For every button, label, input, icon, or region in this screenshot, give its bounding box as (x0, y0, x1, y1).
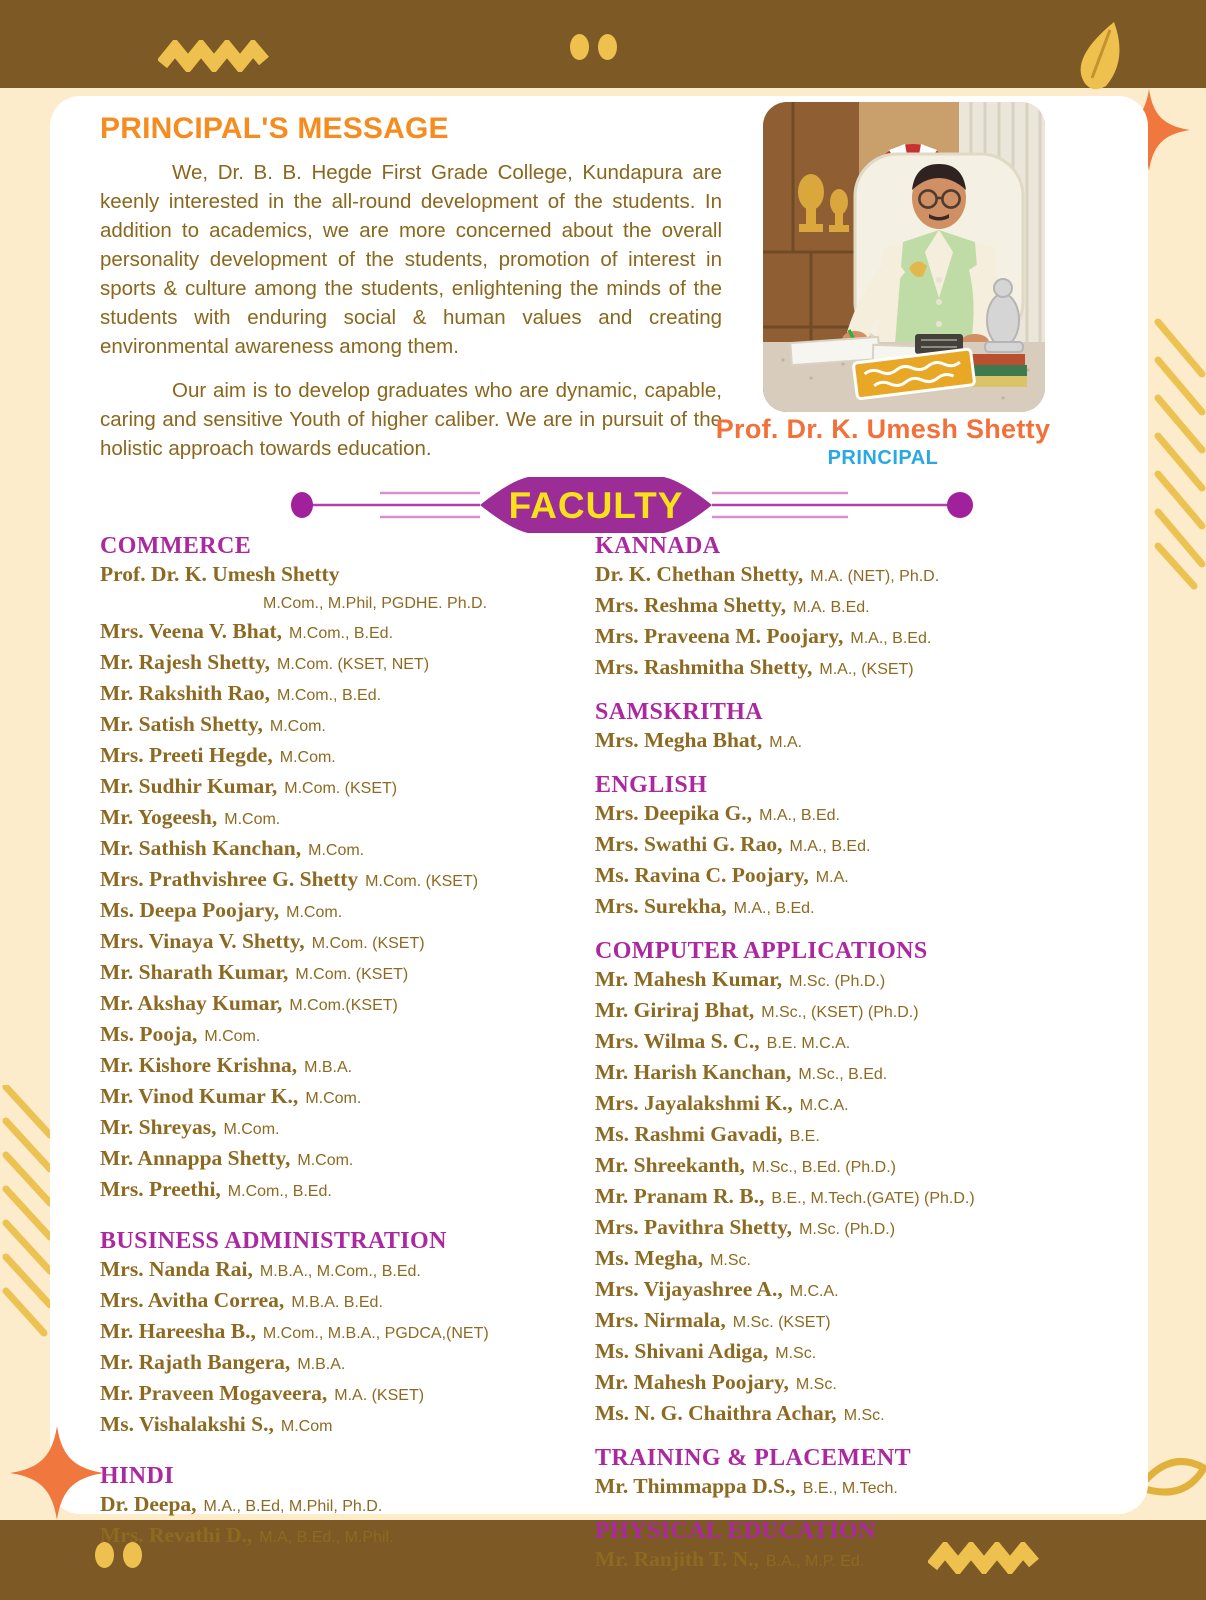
faculty-member-name: Mr. Rajesh Shetty, (100, 650, 271, 674)
faculty-member-name: Mrs. Revathi D., (100, 1523, 253, 1547)
faculty-member (595, 1058, 1140, 1089)
faculty-member-name: Mrs. Prathvishree G. Shetty (100, 867, 359, 891)
faculty-member-name: Mr. Satish Shetty, (100, 712, 263, 736)
faculty-member-name: Ms. Shivani Adiga, (595, 1339, 769, 1363)
faculty-member-quals: B.E., M.Tech. (802, 1480, 898, 1497)
faculty-member-name: Mr. Vinod Kumar K., (100, 1084, 299, 1108)
faculty-member-quals: M.A., B.Ed. (850, 630, 932, 647)
faculty-member-name: Dr. Deepa, (100, 1492, 197, 1516)
faculty-member-name: Mr. Rakshith Rao, (100, 681, 271, 705)
faculty-member (595, 996, 1140, 1027)
faculty-member (595, 1399, 1140, 1430)
faculty-member (100, 1410, 584, 1441)
faculty-member-name: Prof. Dr. K. Umesh Shetty (100, 562, 340, 586)
faculty-member (100, 1521, 584, 1552)
faculty-member (100, 1317, 584, 1348)
faculty-member-quals: M.Sc. (KSET) (732, 1314, 831, 1331)
faculty-member-quals: M.Sc. (710, 1252, 751, 1269)
message-paragraph: Our aim is to develop graduates who are dynamic, capable, caring and sensitive Youth of higher caliber. We are in pursuit of the holistic approach towards education. (100, 379, 722, 460)
faculty-member (100, 1175, 584, 1206)
faculty-member-quals: M.Com. (224, 811, 281, 828)
faculty-member (100, 803, 584, 834)
faculty-member-name: Mrs. Avitha Correa, (100, 1288, 285, 1312)
faculty-member-quals: M.Sc. (843, 1407, 885, 1424)
faculty-member-name: Mrs. Rashmitha Shetty, (595, 655, 813, 679)
sparkle-icon (10, 1426, 104, 1520)
department-title: BUSINESS ADMINISTRATION (100, 1228, 447, 1254)
faculty-member (100, 679, 584, 710)
faculty-member-name: Mr. Yogeesh, (100, 805, 218, 829)
faculty-member (100, 560, 584, 591)
faculty-member (595, 622, 1140, 653)
faculty-member-quals: M.Com., M.Phil, PGDHE. Ph.D. (263, 595, 488, 612)
faculty-member-name: Ms. Ravina C. Poojary, (595, 863, 809, 887)
faculty-member-quals: M.A. (769, 734, 803, 751)
faculty-member-quals: M.Com. (297, 1152, 354, 1169)
faculty-member-quals: M.Com. (KSET, NET) (277, 656, 430, 673)
faculty-member (100, 1286, 584, 1317)
faculty-member-quals: M.Sc., B.Ed. (798, 1066, 888, 1083)
faculty-member (100, 989, 584, 1020)
department-title: HINDI (100, 1463, 175, 1489)
faculty-member (595, 830, 1140, 861)
faculty-member-name: Mrs. Nirmala, (595, 1308, 726, 1332)
faculty-member-quals: M.A. B.Ed. (793, 599, 870, 616)
faculty-member (100, 772, 584, 803)
faculty-member-name: Mrs. Preeti Hegde, (100, 743, 273, 767)
faculty-member-name: Mrs. Wilma S. C., (595, 1029, 760, 1053)
faculty-banner-label: FACULTY (508, 485, 684, 526)
dot-ornament (598, 34, 617, 60)
faculty-member (100, 865, 584, 896)
faculty-member-quals: M.Com. (286, 904, 343, 921)
faculty-member (100, 1020, 584, 1051)
banner-end-dot (947, 492, 973, 518)
principal-title: PRINCIPAL (827, 447, 939, 469)
faculty-member-name: Ms. Deepa Poojary, (100, 898, 280, 922)
faculty-member (100, 1379, 584, 1410)
faculty-member-quals: M.B.A. (304, 1059, 353, 1076)
faculty-member-quals: B.E. M.C.A. (766, 1035, 851, 1052)
faculty-member (595, 1306, 1140, 1337)
department-title: KANNADA (595, 533, 721, 559)
principal-message-body (100, 158, 722, 478)
faculty-member-quals: M.Sc. (775, 1345, 817, 1362)
faculty-member (595, 965, 1140, 996)
faculty-member-name: Mr. Shreekanth, (595, 1153, 745, 1177)
faculty-member-name: Mrs. Preethi, (100, 1177, 221, 1201)
faculty-member-quals: M.Com. (269, 718, 326, 735)
faculty-member (100, 1144, 584, 1175)
faculty-member-name: Mr. Rajath Bangera, (100, 1350, 291, 1374)
faculty-banner (288, 473, 982, 537)
principal-name: Prof. Dr. K. Umesh Shetty (715, 414, 1051, 444)
faculty-member-quals: M.C.A. (799, 1097, 849, 1114)
faculty-member-quals: M.Sc. (795, 1376, 837, 1393)
faculty-member (595, 1275, 1140, 1306)
faculty-member-name: Ms. N. G. Chaithra Achar, (595, 1401, 837, 1425)
faculty-member (595, 653, 1140, 684)
faculty-member-quals: M.A., B.Ed. (759, 807, 840, 824)
faculty-member-quals: M.Com. (308, 842, 365, 859)
department-title: PHYSICAL EDUCATION (595, 1518, 876, 1544)
faculty-member-quals: M.A., B.Ed. (733, 900, 815, 917)
principal-signature (683, 414, 1083, 470)
faculty-member-name: Mr. Pranam R. B., (595, 1184, 765, 1208)
faculty-member-quals: M.Com., B.Ed. (288, 625, 394, 642)
faculty-member-quals: M.Com., M.B.A., PGDCA,(NET) (262, 1325, 489, 1342)
faculty-member-quals: M.Com. (KSET) (311, 935, 425, 952)
faculty-member-name: Mr. Harish Kanchan, (595, 1060, 792, 1084)
principal-message-heading: PRINCIPAL'S MESSAGE (100, 112, 449, 145)
faculty-member-name: Mr. Sudhir Kumar, (100, 774, 278, 798)
faculty-member-name: Mr. Ranjith T. N., (595, 1547, 759, 1571)
faculty-member-quals: M.A. (NET), Ph.D. (810, 568, 940, 585)
faculty-member-quals: M.Sc. (Ph.D.) (789, 973, 886, 990)
faculty-member-name: Mr. Akshay Kumar, (100, 991, 283, 1015)
faculty-member-name: Ms. Pooja, (100, 1022, 198, 1046)
faculty-member-name: Mr. Annappa Shetty, (100, 1146, 291, 1170)
faculty-member (595, 892, 1140, 923)
department-title: ENGLISH (595, 772, 708, 798)
content-panel (50, 96, 1148, 1571)
diagonal-hatch (1150, 318, 1206, 590)
faculty-member-quals: M.A., B.Ed. (789, 838, 871, 855)
faculty-member-quals: M.Com (280, 1418, 333, 1435)
department-title: TRAINING & PLACEMENT (595, 1445, 912, 1471)
faculty-member-quals: M.Sc., B.Ed. (Ph.D.) (751, 1159, 896, 1176)
faculty-member (595, 1472, 1140, 1503)
faculty-member-name: Mrs. Swathi G. Rao, (595, 832, 783, 856)
faculty-member-quals: B.A., M.P. Ed. (765, 1553, 865, 1570)
faculty-member-quals: M.Com. (223, 1121, 280, 1138)
banner-end-dot (291, 492, 313, 518)
faculty-member-quals: B.E. (789, 1128, 820, 1145)
faculty-member-name: Mrs. Vijayashree A., (595, 1277, 783, 1301)
faculty-member (595, 1545, 1140, 1576)
faculty-member (100, 958, 584, 989)
faculty-member (100, 1348, 584, 1379)
faculty-member-quals: M.B.A. (297, 1356, 346, 1373)
faculty-member-quals: M.Com. (KSET) (295, 966, 409, 983)
faculty-member-name: Mr. Giriraj Bhat, (595, 998, 755, 1022)
faculty-member-name: Mr. Praveen Mogaveera, (100, 1381, 328, 1405)
leaf-outline-icon (1138, 1446, 1206, 1514)
faculty-member (595, 1182, 1140, 1213)
faculty-member (595, 560, 1140, 591)
faculty-member (595, 1089, 1140, 1120)
faculty-member-name: Mrs. Praveena M. Poojary, (595, 624, 844, 648)
faculty-member (100, 741, 584, 772)
faculty-member-quals: M.A., B.Ed, M.Phil, Ph.D. (203, 1498, 383, 1515)
faculty-member-quals: M.A, B.Ed., M.Phil. (259, 1529, 394, 1546)
faculty-member (100, 927, 584, 958)
faculty-member-name: Mr. Thimmappa D.S., (595, 1474, 796, 1498)
faculty-member-name: Mrs. Vinaya V. Shetty, (100, 929, 305, 953)
faculty-member (595, 1337, 1140, 1368)
faculty-member-name: Ms. Megha, (595, 1246, 704, 1270)
top-frame-bar (0, 0, 1206, 88)
faculty-member (595, 591, 1140, 622)
faculty-member (100, 617, 584, 648)
faculty-member (100, 1051, 584, 1082)
faculty-member-name: Mrs. Nanda Rai, (100, 1257, 253, 1281)
department-title: COMPUTER APPLICATIONS (595, 938, 928, 964)
faculty-member-name: Mrs. Surekha, (595, 894, 727, 918)
faculty-member-quals: M.C.A. (789, 1283, 839, 1300)
faculty-member-quals: M.B.A. B.Ed. (291, 1294, 383, 1311)
faculty-member-name: Mrs. Deepika G., (595, 801, 753, 825)
faculty-member-quals: M.Com. (305, 1090, 362, 1107)
faculty-member (100, 1490, 584, 1521)
faculty-member-quals: M.A. (KSET) (334, 1387, 425, 1404)
faculty-column-right (595, 532, 1140, 1576)
faculty-member-quals: B.E., M.Tech.(GATE) (Ph.D.) (771, 1190, 975, 1207)
faculty-member (595, 1151, 1140, 1182)
faculty-member (595, 799, 1140, 830)
faculty-member-name: Mrs. Jayalakshmi K., (595, 1091, 793, 1115)
faculty-member (595, 726, 1140, 757)
faculty-member (595, 1027, 1140, 1058)
faculty-member-name: Dr. K. Chethan Shetty, (595, 562, 804, 586)
faculty-member-name: Mr. Shreyas, (100, 1115, 217, 1139)
faculty-member (595, 1244, 1140, 1275)
faculty-member-quals: M.Com., B.Ed. (277, 687, 382, 704)
dot-ornament (570, 34, 589, 60)
faculty-member (100, 710, 584, 741)
faculty-member-quals: M.Com. (279, 749, 336, 766)
faculty-member-name: Mr. Mahesh Kumar, (595, 967, 783, 991)
faculty-member-name: Ms. Rashmi Gavadi, (595, 1122, 783, 1146)
faculty-member-name: Mr. Hareesha B., (100, 1319, 256, 1343)
faculty-member (595, 1368, 1140, 1399)
faculty-member-name: Mrs. Veena V. Bhat, (100, 619, 282, 643)
faculty-member-name: Mrs. Pavithra Shetty, (595, 1215, 793, 1239)
faculty-member-name: Mr. Sharath Kumar, (100, 960, 289, 984)
faculty-member-name: Mr. Mahesh Poojary, (595, 1370, 789, 1394)
faculty-member-quals: M.A., (KSET) (819, 661, 914, 678)
faculty-member-quals: M.B.A., M.Com., B.Ed. (259, 1263, 421, 1280)
leaf-icon (1062, 20, 1130, 96)
department-title: COMMERCE (100, 533, 252, 559)
faculty-member-quals: M.Sc., (KSET) (Ph.D.) (761, 1004, 919, 1021)
faculty-column-left (100, 532, 584, 1552)
faculty-member (100, 896, 584, 927)
faculty-member-quals: M.Com. (204, 1028, 261, 1045)
faculty-member-name: Mr. Sathish Kanchan, (100, 836, 302, 860)
faculty-member-name: Mr. Kishore Krishna, (100, 1053, 298, 1077)
zigzag-icon (158, 40, 270, 72)
faculty-member-name: Mrs. Reshma Shetty, (595, 593, 787, 617)
faculty-member (100, 648, 584, 679)
faculty-member (100, 834, 584, 865)
faculty-member-name: Ms. Vishalakshi S., (100, 1412, 274, 1436)
faculty-member (100, 1255, 584, 1286)
department-title: SAMSKRITHA (595, 699, 764, 725)
faculty-member-quals: M.Com. (KSET) (365, 873, 479, 890)
principal-photo (763, 102, 1045, 412)
faculty-member (595, 861, 1140, 892)
faculty-member (595, 1213, 1140, 1244)
faculty-member-quals: M.Com., B.Ed. (227, 1183, 332, 1200)
faculty-member-name: Mrs. Megha Bhat, (595, 728, 763, 752)
faculty-member (595, 1120, 1140, 1151)
faculty-member (100, 1082, 584, 1113)
faculty-member-quals: M.Com.(KSET) (289, 997, 398, 1014)
faculty-member-quals: M.Com. (KSET) (284, 780, 398, 797)
faculty-member (100, 1113, 584, 1144)
faculty-member-quals: M.Sc. (Ph.D.) (799, 1221, 896, 1238)
message-paragraph: We, Dr. B. B. Hegde First Grade College, Kundapura are keenly interested in the all-round development of the students. In addition to academics, we are more concerned about the overall personality development of the students, promotion of interest in sports & culture among the students, enlightening the minds of the students with enduring social & human values and creating environmental awareness among them. (100, 161, 722, 358)
faculty-member-quals: M.A. (815, 869, 849, 886)
